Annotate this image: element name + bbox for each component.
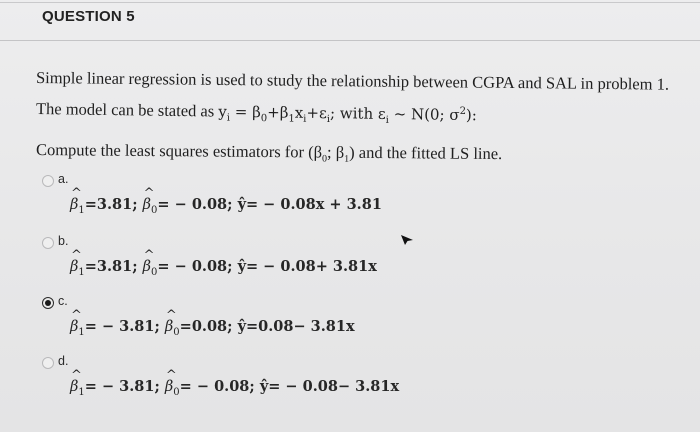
top-divider [0, 2, 700, 3]
radio-button-a[interactable] [42, 175, 54, 187]
question-title: QUESTION 5 [42, 8, 135, 25]
header-divider [0, 40, 700, 41]
option-letter-a: a. [58, 172, 69, 186]
option-d-equation: ^ $\beta_1= - 3.81$; ^ $\beta_0= - 0.08$; ŷ= − 0.08− 3.81x [70, 378, 399, 398]
radio-button-d[interactable] [42, 357, 54, 369]
option-b-equation: ^ $\beta_1=3.81$; ^ $\beta_0= - 0.08$; ŷ= − 0.08+ 3.81x [70, 258, 377, 278]
mouse-pointer-icon [400, 234, 414, 246]
answer-option-b[interactable] [42, 234, 682, 284]
radio-button-c-selected[interactable] [42, 297, 54, 309]
option-a-equation: ^ $\beta_1=3.81$; ^ $\beta_0= - 0.08$; ŷ= − 0.08x + 3.81 [70, 196, 382, 216]
question-stem-line-1: Simple linear regression is used to study the relationship between CGPA and SAL in problem 1. [35, 68, 670, 94]
radio-button-b[interactable] [42, 237, 54, 249]
option-letter-b: b. [58, 234, 69, 248]
question-stem-line-2: The model can be stated as $y_i = \beta_0+\beta_1x_i+\varepsilon_i$; with $\varepsilon_i$ ~ N(0; $\sigma^2$): [35, 99, 478, 126]
option-c-equation: ^ $\beta_1= - 3.81$; ^ $\beta_0=0.08$; ŷ=0.08− 3.81x [70, 318, 355, 338]
option-letter-c: c. [58, 294, 68, 308]
question-stem-line-3: Compute the least squares estimators for ($\beta_0$; $\beta_1$) and the fitted LS line. [35, 140, 503, 165]
answer-option-c[interactable] [42, 294, 682, 344]
model-equation: $y_i = \beta_0+\beta_1x_i+\varepsilon_i$; with $\varepsilon_i$ ~ N(0; $\sigma^2$): [218, 102, 478, 126]
answer-option-a[interactable] [42, 172, 682, 222]
option-letter-d: d. [58, 354, 69, 368]
answer-option-d[interactable] [42, 354, 682, 414]
